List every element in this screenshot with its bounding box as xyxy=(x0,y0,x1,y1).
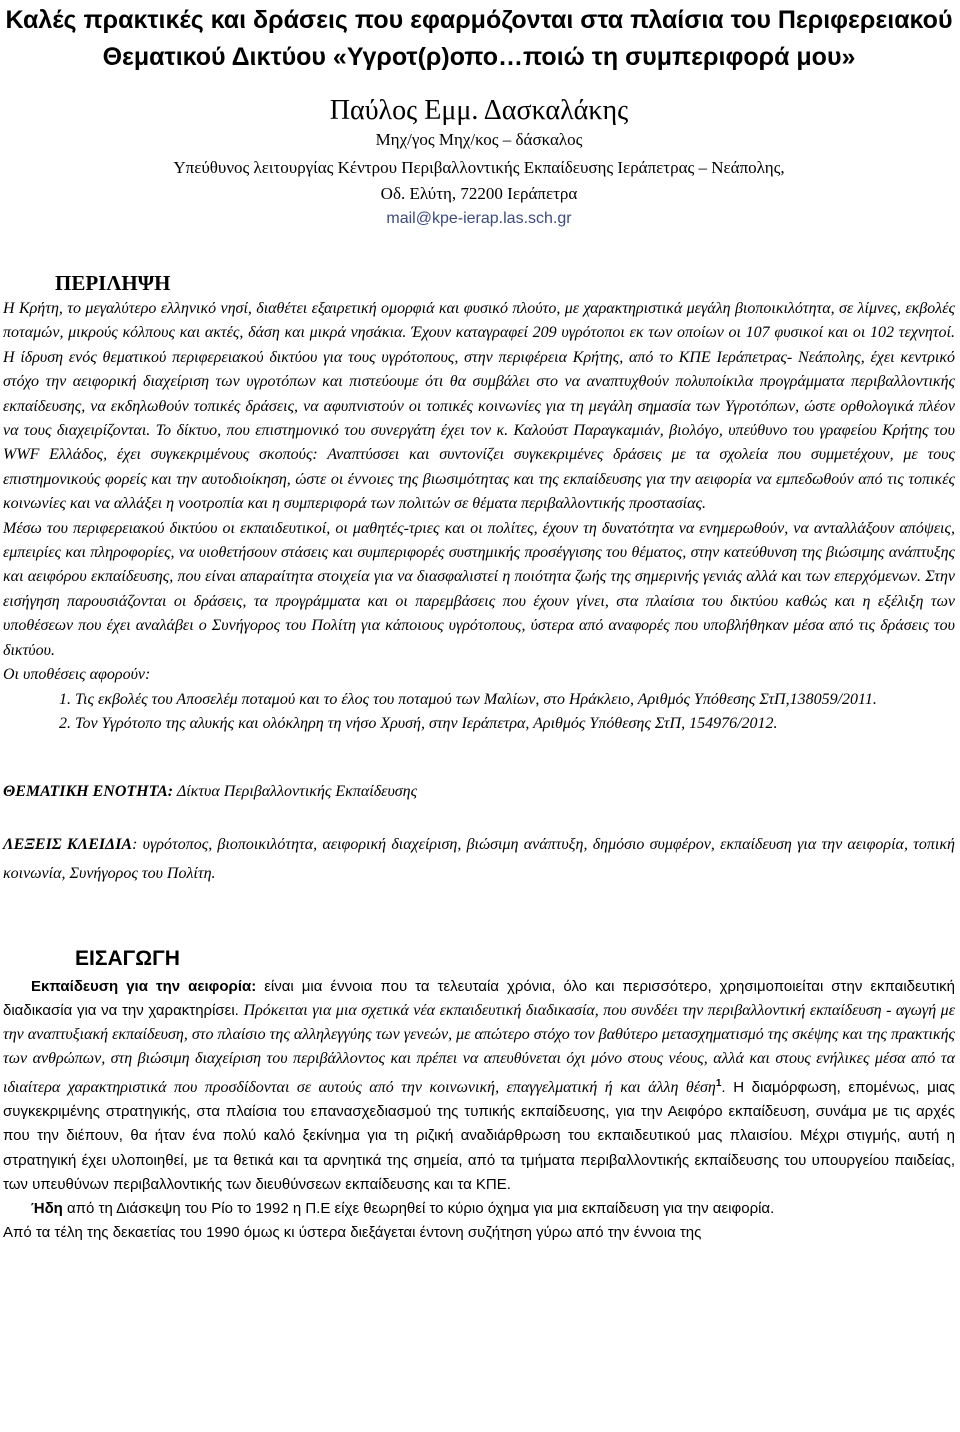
abstract-paragraph: Μέσω του περιφερειακού δικτύου οι εκπαιδευτικοί, οι μαθητές-τριες και οι πολίτες, έχουν τη δυνατότητα να ενημερωθούν, να ανταλλάξουν απόψεις, εμπειρίες και πληροφορίες, να υιοθετήσουν στάσεις και συμπεριφορές συστημικής προσέγγισης του θέματος, στην κατεύθυνση της βιώσιμης ανάπτυξης και αειφόρου εκπαίδευσης, που είναι απαραίτητα στοιχεία για να διασφαλιστεί η ποιότητα ζωής της σημερινής γενιάς αλλά και των επερχόμενων. Στην εισήγηση παρουσιάζονται οι δράσεις, τα προγράμματα και οι παρεμβάσεις που έχουν γίνει, στα πλαίσια του δικτύου καθώς και η εξέλιξη των υποθέσεων που έχει αναλάβει ο Συνήγορος του Πολίτη για κάποιους υγρότοπους, ύστερα από αναφορές που υποβλήθηκαν μέσα από τις δράσεις του δικτύου. xyxy=(3,519,955,659)
keywords-label: ΛΕΞΕΙΣ ΚΛΕΙΔΙΑ xyxy=(3,835,133,853)
author-role: Μηχ/γος Μηχ/κος – δάσκαλος xyxy=(375,130,583,149)
keywords xyxy=(3,830,955,888)
thematic-value: Δίκτυα Περιβαλλοντικής Εκπαίδευσης xyxy=(176,782,418,800)
abstract-body xyxy=(3,297,955,688)
abstract-heading: ΠΕΡΙΛΗΨΗ xyxy=(55,271,171,295)
intro-text: . Η διαμόρφωση, επομένως, μιας συγκεκριμένης στρατηγικής, στα πλαίσια του επανασχεδιασμού της τυπικής εκπαίδευσης, για την Αειφόρο εκπαίδευση, συνάμα με τις αρχές που την διέπουν, θα ήταν ένα πολύ καλό ξεκίνημα για τη ριζική αναδιάρθρωση του εκπαιδευτικού μας πλαισίου. Μέχρι στιγμής, αυτή η στρατηγική έχει υλοποιηθεί, με τα θετικά και τα αρνητικά της σημεία, από τα τμήματα περιβαλλοντικής εκπαίδευσης του υπουργείου παιδείας, των υπευθύνων περιβαλλοντικής των διευθύνσεων εκπαίδευσης και τα ΚΠΕ. xyxy=(3,1078,955,1193)
intro-paragraph-2 xyxy=(3,1197,955,1221)
abstract-paragraph: Οι υποθέσεις αφορούν: xyxy=(3,666,151,684)
intro-text: είναι μια έννοια που τα τελευταία χρόνια, όλο και περισσότερο, χρησιμοποιείται στην εκπαιδευτική διαδικασία για να την χαρακτηρίσει. xyxy=(3,977,955,1019)
paper-title: Καλές πρακτικές και δράσεις που εφαρμόζονται στα πλαίσια του Περιφερειακού Θεματικού Δικτύου «Υγροτ(ρ)οπο…ποιώ τη συμπεριφορά μου» xyxy=(5,6,953,71)
author-email-link[interactable]: mail@kpe-ierap.las.sch.gr xyxy=(386,210,572,227)
author-address: Οδ. Ελύτη, 72200 Ιεράπετρα xyxy=(380,184,578,203)
intro-text: από τη Διάσκεψη του Ρίο το 1992 η Π.Ε είχε θεωρηθεί το κύριο όχημα για μια εκπαίδευση για την αειφορία. xyxy=(62,1200,775,1218)
thematic-unit xyxy=(3,780,955,804)
intro-emphasis: Ήδη xyxy=(31,1200,63,1218)
thematic-label: ΘΕΜΑΤΙΚΗ ΕΝΟΤΗΤΑ: xyxy=(3,782,174,800)
introduction-heading: ΕΙΣΑΓΩΓΗ xyxy=(75,946,180,970)
footnote-ref[interactable]: 1 xyxy=(715,1077,722,1089)
cases-list xyxy=(3,688,955,736)
introduction-body xyxy=(3,975,955,1246)
intro-term: Εκπαίδευση για την αειφορία: xyxy=(31,977,257,995)
abstract-paragraph: Η Κρήτη, το μεγαλύτερο ελληνικό νησί, διαθέτει εξαιρετική ομορφιά και φυσικό πλούτο, με χαρακτηριστικά μεγάλη βιοποικιλότητα, σε λίμνες, εκβολές ποταμών, μικρούς κόλπους και ακτές, δάση και μικρά νησάκια. Έχουν καταγραφεί 209 υγρότοποι εκ των οποίων οι 107 φυσικοί και οι 102 τεχνητοί. Η ίδρυση ενός θεματικού περιφερειακού δικτύου για τους υγρότοπους, στην περιφέρεια Κρήτης, από το ΚΠΕ Ιεράπετρας- Νεάπολης, έχει κεντρικό στόχο την αειφορική διαχείριση των υγροτόπων και πιστεύουμε ότι θα συμβάλει στο να αναπτυχθούν πολυποίκιλα προγράμματα περιβαλλοντικής εκπαίδευσης, να εκδηλωθούν τοπικές δράσεις, να αφυπνιστούν οι τοπικές κοινωνίες για τη μεγάλη σημασία των Υγροτόπων, ώστε ορθολογικά πλέον να τους διαχειρίζονται. Το δίκτυο, που επιστημονικό του συνεργάτη έχει τον κ. Καλούστ Παραγκαμιάν, βιολόγο, υπεύθυνο του γραφείου Κρήτης του WWF Ελλάδος, έχει συγκεκριμένους σκοπούς: Αναπτύσσει και συντονίζει συγκεκριμένες δράσεις με τα σχολεία που συμμετέχουν, με τους επιστημονικούς φορείς και την αυτοδιοίκηση, ώστε οι έννοιες της βιωσιμότητας και της εκπαίδευσης για την αειφορία να εμπεδωθούν από τις τοπικές κοινωνίες και να αλλάξει η νοοτροπία και η συμπεριφορά των πολιτών σε θέματα περιβαλλοντικής προστασίας. xyxy=(3,300,955,513)
author-name: Παύλος Εμμ. Δασκαλάκης xyxy=(329,95,629,126)
intro-paragraph-3: Από τα τέλη της δεκαετίας του 1990 όμως κι ύστερα διεξάγεται έντονη συζήτηση γύρω από την έννοια της xyxy=(3,1224,702,1242)
case-item: 2. Τον Υγρότοπο της αλυκής και ολόκληρη τη νήσο Χρυσή, στην Ιεράπετρα, Αριθμός Υπόθεσης ΣτΠ, 154976/2012. xyxy=(75,712,955,736)
intro-italic-text: Πρόκειται για μια σχετικά νέα εκπαιδευτική διαδικασία, που συνδέει την περιβαλλοντική εκπαίδευση - αγωγή με την αναπτυξιακή εκπαίδευση, στο πλαίσιο της αλληλεγγύης των γενεών, με απώτερο στόχο τον βαθύτερο μετασχηματισμό της σκέψης και της πρακτικής των ανθρώπων, στη βιώσιμη διαχείριση του περιβάλλοντος και πρέπει να απευθύνεται όχι μόνο στους νέους, αλλά και στους ενήλικες μέσα από τα ιδιαίτερα χαρακτηριστικά που προσδίδονται σε αυτούς από την κοινωνική, επαγγελματική ή και άλλη θέση xyxy=(3,1001,955,1096)
intro-paragraph-1 xyxy=(3,975,955,1198)
case-item: 1. Τις εκβολές του Αποσελέμ ποταμού και το έλος του ποταμού των Μαλίων, στο Ηράκλειο, Αριθμός Υπόθεσης ΣτΠ,138059/2011. xyxy=(75,688,955,712)
author-position: Υπεύθυνος λειτουργίας Κέντρου Περιβαλλοντικής Εκπαίδευσης Ιεράπετρας – Νεάπολης, xyxy=(173,158,785,177)
keywords-value: : υγρότοπος, βιοποικιλότητα, αειφορική διαχείριση, βιώσιμη ανάπτυξη, δημόσιο συμφέρον, εκπαίδευση για την αειφορία, τοπική κοινωνία, Συνήγορος του Πολίτη. xyxy=(3,835,955,882)
